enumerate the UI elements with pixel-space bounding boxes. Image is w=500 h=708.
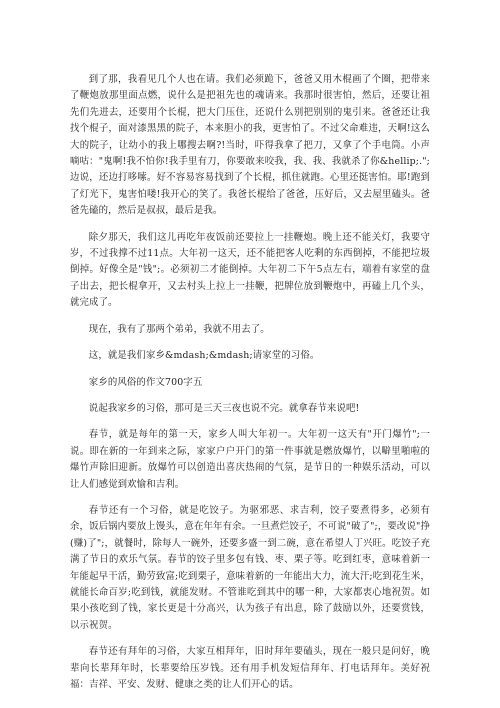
paragraph-gap	[70, 634, 430, 644]
paragraph-new-year-eve: 除夕那天，我们这儿再吃年夜饭前还要拉上一挂鞭炮。晚上还不能关灯，我要守岁，不过我撑不过11点。大年初一这天，还不能把客人吃剩的东西倒掉，不能把垃圾倒掉。好像全是"钱";。必须初二才能倒掉。大年初二下午5点左右，端着有家堂的盘子出去，把长棍拿开，又去村头上拉上一挂鞭，把牌位放到鞭炮中，再磕上几个头，就完成了。	[70, 231, 430, 309]
paragraph-gap	[70, 365, 430, 375]
paragraph-gap	[70, 220, 430, 230]
paragraph-gap	[70, 493, 430, 503]
paragraph-firecrackers: 春节，就是每年的第一天，家乡人叫大年初一。大年初一这天有"开门爆竹";一说。即在新的一年到来之际，家家户户开门的第一件事就是燃放爆竹，以噼里啪啦的爆竹声除旧迎新。放爆竹可以创造出喜庆热闹的气氛，是节日的一种娱乐活动，可以让人们感觉到欢愉和吉利。	[70, 429, 430, 490]
paragraph-conclusion: 这，就是我们家乡&mdash;&mdash;请家堂的习俗。	[88, 350, 320, 362]
paragraph-gap	[70, 338, 430, 348]
paragraph-intro: 说起我家乡的习俗，那可是三天三夜也说不完。就拿春节来说吧!	[88, 402, 360, 414]
paragraph-brothers: 现在，我有了那两个弟弟，我就不用去了。	[88, 323, 270, 335]
paragraph-gap	[70, 312, 430, 322]
section-title: 家乡的风俗的作文700字五	[88, 376, 203, 388]
paragraph-gap	[70, 391, 430, 401]
paragraph-dumplings: 春节还有一个习俗，就是吃饺子。为驱邪恶、求吉利，饺子要煮得多，必须有余，饭后锅内要放上馒头，意在年年有余。一旦煮烂饺子，不可说"破了";，要改说"挣(赚)了";，就餐时，除每人一碗外，还要多盛一到二碗，意在希望人丁兴旺。吃饺子充满了节日的欢乐气氛。春节的饺子里多包有钱、枣、栗子等。吃到红枣，意味着新一年能起早干活，勤劳致富;吃到栗子，意味着新的一年能出大力，流大汗;吃到花生米，就能长命百岁;吃到钱，就能发财。不管谁吃到其中的哪一种，大家都衷心地祝贺。如果小孩吃到了钱，家长更是十分高兴，认为孩子有出息，除了鼓励以外，还要赏钱，以示祝贺。	[70, 504, 430, 631]
paragraph-new-year-greetings: 春节还有拜年的习俗，大家互相拜年，旧时拜年要磕头，现在一般只是问好，晚辈向长辈拜年时，长辈要给压岁钱。还有用手机发短信拜年、打电话拜年。美好祝福：吉祥、平安、发财、健康之类的让人们开心的话。	[70, 646, 430, 690]
paragraph-gap	[70, 417, 430, 427]
paragraph-ancestor-ritual: 到了那，我看见几个人也在请。我们必须跪下，爸爸又用木棍画了个圈，把带来了鞭炮放那里面点燃，说什么是把祖先也的魂请来。我那时很害怕，然后，还要让祖先们先进去，还要用个长棍，把大门压住，还说什么别把别别的鬼引来。爸爸还让我找个棍子，面对漆黑黑的院子，本来胆小的我，更害怕了。不过父命难违，天啊!这么大的院子，让幼小的我上哪搜去啊?!当时，吓得我拿了把刀，又拿了个手电筒。小声嘀咕："鬼啊!我不怕你!我手里有刀，你要敢来咬我，我、我、我就杀了你&hellip;.";边说，还边打哆嗦。好不容易容易找到了个长棍，抓住就跑。心里还挺害怕。耶!跑到了灯光下，鬼害怕喽!我开心的笑了。我爸长棍给了爸爸，压好后，又去屋里磕头。爸爸先磕的，然后是叔叔，最后是我。	[70, 74, 430, 217]
